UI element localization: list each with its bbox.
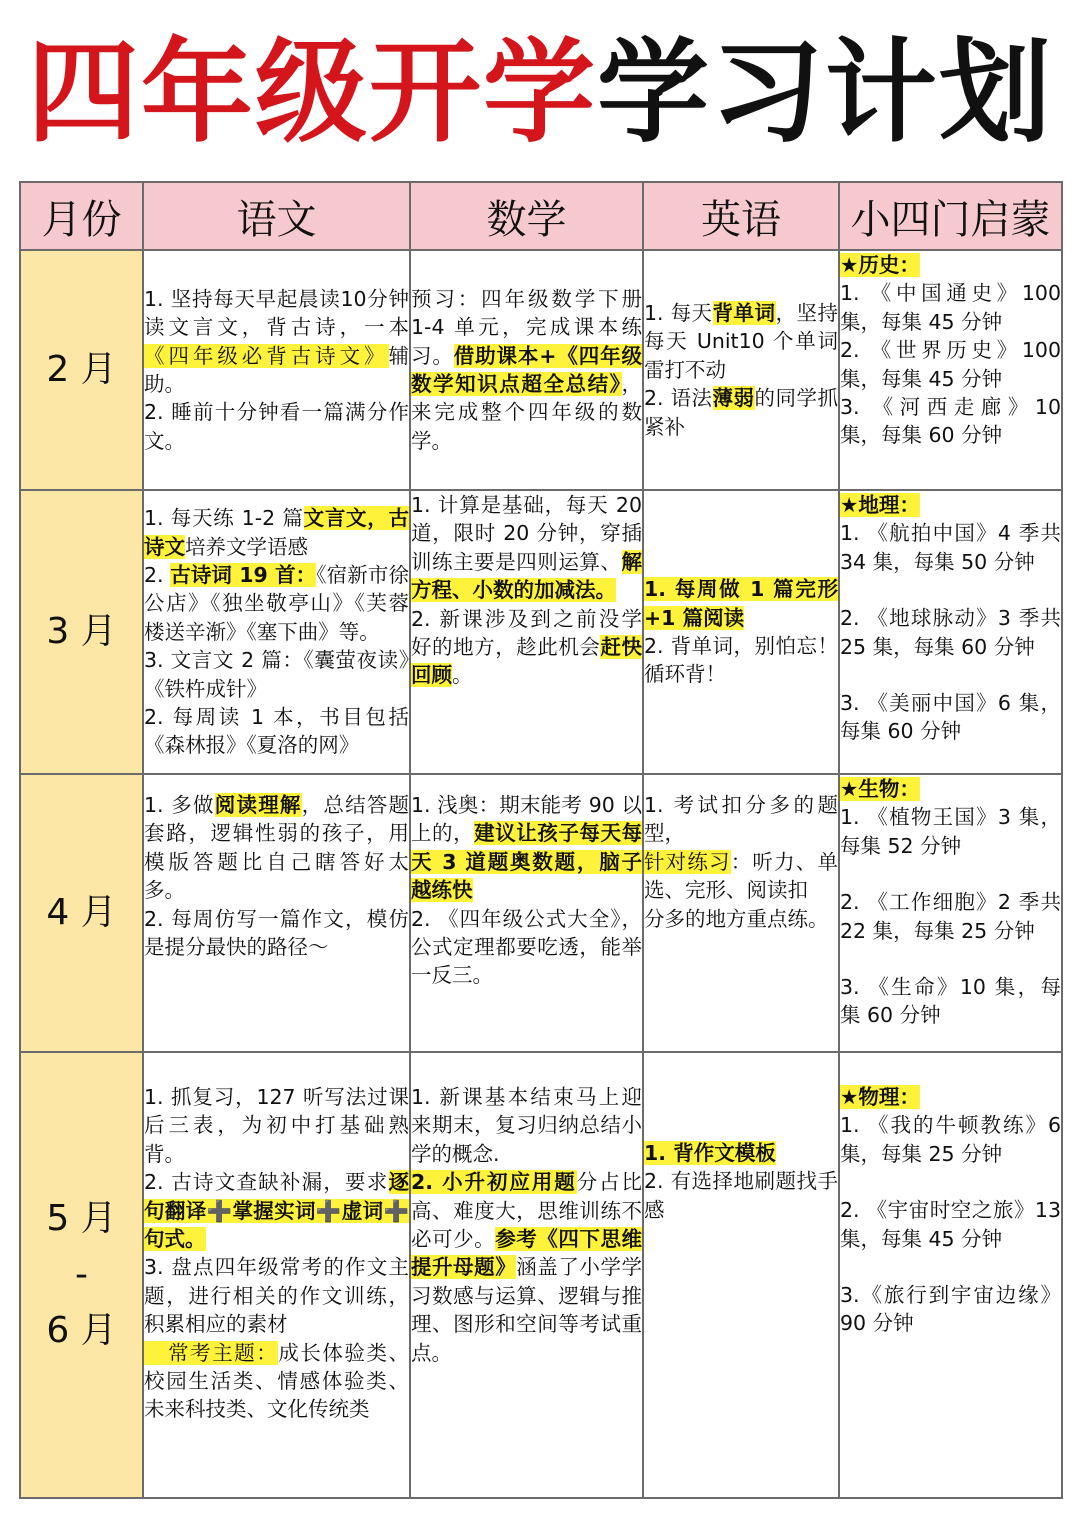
month-may: 5 月 bbox=[46, 1198, 117, 1239]
apr-extra-item: 3. 《生命》10 集，每集 60 分钟 bbox=[840, 975, 1061, 1028]
apr-extra-item: 2. 《工作细胞》2 季共 22 集，每集 25 分钟 bbox=[840, 890, 1061, 943]
mar-chinese-text: 1. 每天练 1-2 篇 bbox=[144, 506, 304, 531]
feb-extra-heading: ★历史： bbox=[840, 253, 920, 277]
may-chinese-highlight: 逐句翻译➕掌握实词➕虚词➕句式。 bbox=[144, 1170, 409, 1252]
feb-english-highlight: 背单词 bbox=[712, 300, 776, 325]
month-cell-apr: 4 月 bbox=[20, 774, 143, 1052]
mar-math-text: 。 bbox=[452, 663, 473, 688]
title-black-part: 学习计划 bbox=[597, 28, 1053, 158]
mar-extra-item: 3. 《美丽中国》6 集，每集 60 分钟 bbox=[840, 691, 1061, 744]
feb-math-text: 预习：四年级数学下册 1-4 单元，完成课本练习。 bbox=[411, 286, 642, 368]
header-month: 月份 bbox=[20, 182, 143, 250]
feb-extra-item: 2. 《世界历史》100 集，每集 45 分钟 bbox=[840, 338, 1061, 391]
mar-chinese-highlight: 古诗词 19 首： bbox=[170, 562, 317, 587]
apr-chinese-text: 1. 多做 bbox=[144, 793, 215, 817]
feb-chinese-text: 辅助。 bbox=[144, 343, 409, 396]
apr-chinese-item: 2. 每周仿写一篇作文，模仿是提分最快的路径～ bbox=[144, 906, 409, 960]
apr-math-text: 1. 浅奥：期末能考 90 以上的， bbox=[411, 793, 642, 846]
may-chinese-item: 3. 盘点四年级常考的作文主题，进行相关的作文训练，积累相应的素材 bbox=[144, 1255, 409, 1337]
feb-math-text: ，来完成整个四年级的数学。 bbox=[411, 372, 642, 453]
feb-english-text: 1. 每天 bbox=[644, 300, 713, 325]
may-english-cell bbox=[643, 1052, 839, 1498]
may-chinese-text: 2. 古诗文查缺补漏，要求 bbox=[144, 1170, 389, 1195]
header-extra: 小四门启蒙 bbox=[839, 182, 1062, 250]
may-math-cell bbox=[410, 1052, 643, 1498]
mar-chinese-text: 《宿新市徐公店》《独坐敬亭山》《芙蓉楼送辛渐》《塞下曲》等。 bbox=[144, 562, 410, 644]
feb-extra-item: 1. 《中国通史》100 集，每集 45 分钟 bbox=[840, 281, 1061, 334]
mar-math-highlight: 解方程、小数的加减法。 bbox=[411, 549, 642, 603]
mar-english-highlight: 1. 每周做 1 篇完形 +1 篇阅读 bbox=[644, 577, 838, 630]
feb-chinese-cell bbox=[143, 250, 410, 490]
feb-english-text: 2. 语法 bbox=[644, 386, 713, 411]
mar-extra-item: 2. 《地球脉动》3 季共 25 集，每集 60 分钟 bbox=[840, 606, 1061, 659]
apr-extra-item: 1. 《植物王国》3 集，每集 52 分钟 bbox=[840, 805, 1061, 858]
header-chinese: 语文 bbox=[143, 182, 410, 250]
may-math-text: 涵盖了小学学习数感与运算、逻辑与推理、图形和空间等考试重点。 bbox=[411, 1255, 642, 1365]
month-cell-feb: 2 月 bbox=[20, 250, 143, 490]
mar-math-text: 2. 新课涉及到之前没学好的地方，趁此机会 bbox=[411, 606, 642, 660]
mar-extra-heading: ★地理： bbox=[840, 493, 920, 517]
apr-english-highlight: 针对练习 bbox=[644, 849, 731, 874]
table-row bbox=[20, 490, 1062, 774]
month-jun: 6 月 bbox=[46, 1310, 117, 1351]
may-math-text: 分占比高、难度大，思维训练不必可少。 bbox=[411, 1170, 642, 1252]
month-dash: - bbox=[75, 1254, 88, 1295]
title-red-part: 四年级开学 bbox=[27, 28, 597, 158]
apr-chinese-highlight: 阅读理解 bbox=[214, 793, 302, 817]
may-chinese-text: 成长体验类、校园生活类、情感体验类、未来科技类、文化传统类 bbox=[144, 1340, 409, 1422]
header-english: 英语 bbox=[643, 182, 839, 250]
may-english-item: 2. 有选择地刷题找手感 bbox=[644, 1169, 838, 1222]
mar-math-highlight: 赶快回顾 bbox=[411, 635, 643, 688]
mar-chinese-text: 培养文学语感 bbox=[185, 534, 308, 559]
feb-english-cell bbox=[643, 250, 839, 490]
may-math-highlight: 参考《四下思维提升母题》 bbox=[411, 1227, 643, 1280]
apr-extra-heading: ★生物： bbox=[840, 777, 920, 801]
feb-english-text: ，坚持每天 Unit10 个单词雷打不动 bbox=[644, 300, 839, 382]
apr-math-item: 2. 《四年级公式大全》，公式定理都要吃透，能举一反三。 bbox=[411, 906, 642, 988]
may-extra-cell bbox=[839, 1052, 1062, 1498]
may-extra-item: 3.《旅行到宇宙边缘》90 分钟 bbox=[840, 1283, 1061, 1336]
mar-english-cell bbox=[643, 490, 839, 774]
table-row bbox=[20, 250, 1062, 490]
mar-chinese-item: 3. 文言文 2 篇：《囊萤夜读》《铁杵成针》 bbox=[144, 648, 409, 701]
study-plan-table bbox=[19, 181, 1063, 1499]
mar-chinese-item: 2. 每周读 1 本，书目包括《森林报》《夏洛的网》 bbox=[144, 705, 409, 758]
mar-chinese-cell bbox=[143, 490, 410, 774]
may-extra-item: 1. 《我的牛顿教练》6 集，每集 25 分钟 bbox=[840, 1113, 1061, 1166]
mar-math-cell bbox=[410, 490, 643, 774]
apr-english-text: ：听力、单选、完形、阅读扣 bbox=[644, 849, 838, 903]
month-cell-may-jun bbox=[20, 1052, 143, 1498]
apr-english-item: 1. 考试扣分多的题型， bbox=[644, 793, 838, 846]
feb-math-highlight: 借助课本+《四年级数学知识点超全总结》 bbox=[411, 343, 642, 396]
apr-chinese-cell bbox=[143, 774, 410, 1052]
mar-math-text: 1. 计算是基础，每天 20 道，限时 20 分钟，穿插训练主要是四则运算、 bbox=[411, 493, 642, 574]
may-math-item: 1. 新课基本结束马上迎来期末，复习归纳总结小学的概念. bbox=[411, 1085, 642, 1166]
feb-chinese-text: 1. 坚持每天早起晨读10分钟读文言文，背古诗，一本 bbox=[144, 286, 409, 340]
may-chinese-cell bbox=[143, 1052, 410, 1498]
apr-english-cell bbox=[643, 774, 839, 1052]
apr-math-highlight: 建议让孩子每天每天 3 道题奥数题，脑子越练快 bbox=[411, 821, 643, 903]
mar-english-item: 2. 背单词，别怕忘！循环背！ bbox=[644, 634, 838, 687]
table-row bbox=[20, 1052, 1062, 1498]
feb-math-cell bbox=[410, 250, 643, 490]
month-cell-mar: 3 月 bbox=[20, 490, 143, 774]
feb-english-text: 的同学抓紧补 bbox=[644, 386, 839, 439]
table-header-row bbox=[20, 182, 1062, 250]
may-chinese-highlight: 常考主题： bbox=[144, 1340, 279, 1365]
page-title bbox=[0, 28, 1080, 158]
mar-extra-item: 1. 《航拍中国》4 季共 34 集，每集 50 分钟 bbox=[840, 521, 1061, 574]
apr-extra-cell bbox=[839, 774, 1062, 1052]
may-extra-heading: ★物理： bbox=[840, 1085, 920, 1109]
apr-chinese-text: ，总结答题套路，逻辑性弱的孩子，用模版答题比自己瞎答好太多。 bbox=[144, 793, 410, 903]
mar-extra-cell bbox=[839, 490, 1062, 774]
feb-english-highlight: 薄弱 bbox=[712, 386, 755, 411]
feb-chinese-highlight: 《四年级必背古诗文》 bbox=[144, 343, 389, 368]
mar-chinese-highlight: 文言文，古诗文 bbox=[144, 506, 409, 559]
feb-chinese-item: 2. 睡前十分钟看一篇满分作文。 bbox=[144, 400, 409, 453]
may-english-highlight: 1. 背作文模板 bbox=[644, 1141, 776, 1165]
feb-extra-cell bbox=[839, 250, 1062, 490]
may-extra-item: 2. 《宇宙时空之旅》13 集，每集 45 分钟 bbox=[840, 1198, 1061, 1251]
may-math-highlight: 2. 小升初应用题 bbox=[411, 1170, 577, 1195]
apr-math-cell bbox=[410, 774, 643, 1052]
may-chinese-item: 1. 抓复习，127 听写法过课后三表，为初中打基础熟背。 bbox=[144, 1085, 409, 1166]
feb-extra-item: 3. 《河西走廊》10 集，每集 60 分钟 bbox=[840, 395, 1061, 448]
apr-english-item: 分多的地方重点练。 bbox=[644, 906, 829, 931]
header-math: 数学 bbox=[410, 182, 643, 250]
mar-chinese-text: 2. bbox=[144, 562, 171, 587]
table-row bbox=[20, 774, 1062, 1052]
